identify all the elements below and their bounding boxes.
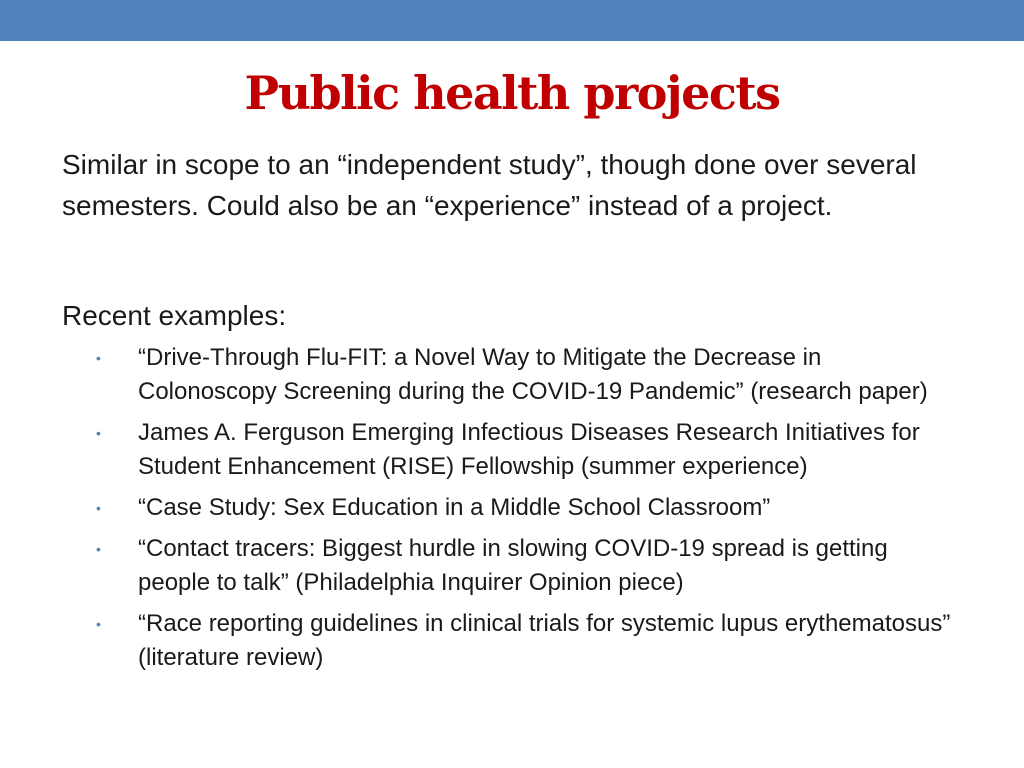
list-item xyxy=(90,491,960,525)
examples-list xyxy=(90,341,960,682)
list-item xyxy=(90,607,960,675)
bullet-icon: • xyxy=(96,541,101,557)
list-item-text: “Contact tracers: Biggest hurdle in slowing COVID-19 spread is getting people to talk” (Philadelphia Inquirer Opinion piece) xyxy=(138,535,888,596)
list-item xyxy=(90,532,960,600)
examples-heading: Recent examples: xyxy=(62,300,287,331)
list-item xyxy=(90,416,960,484)
bullet-icon: • xyxy=(96,350,101,366)
list-item-text: James A. Ferguson Emerging Infectious Diseases Research Initiatives for Student Enhancement (RISE) Fellowship (summer experience) xyxy=(138,419,920,480)
slide-title: Public health projects xyxy=(244,66,780,120)
list-item-text: “Case Study: Sex Education in a Middle School Classroom” xyxy=(138,494,771,521)
bullet-icon: • xyxy=(96,616,101,632)
list-item xyxy=(90,341,960,409)
list-item-text: “Drive-Through Flu-FIT: a Novel Way to Mitigate the Decrease in Colonoscopy Screening during the COVID-19 Pandemic” (research paper) xyxy=(138,344,928,405)
bullet-icon: • xyxy=(96,500,101,516)
bullet-icon: • xyxy=(96,425,101,441)
intro-paragraph: Similar in scope to an “independent study”, though done over several semesters. Could also be an “experience” instead of a project. xyxy=(62,149,917,221)
list-item-text: “Race reporting guidelines in clinical trials for systemic lupus erythematosus” (literature review) xyxy=(138,610,951,671)
top-accent-bar xyxy=(0,0,1024,41)
